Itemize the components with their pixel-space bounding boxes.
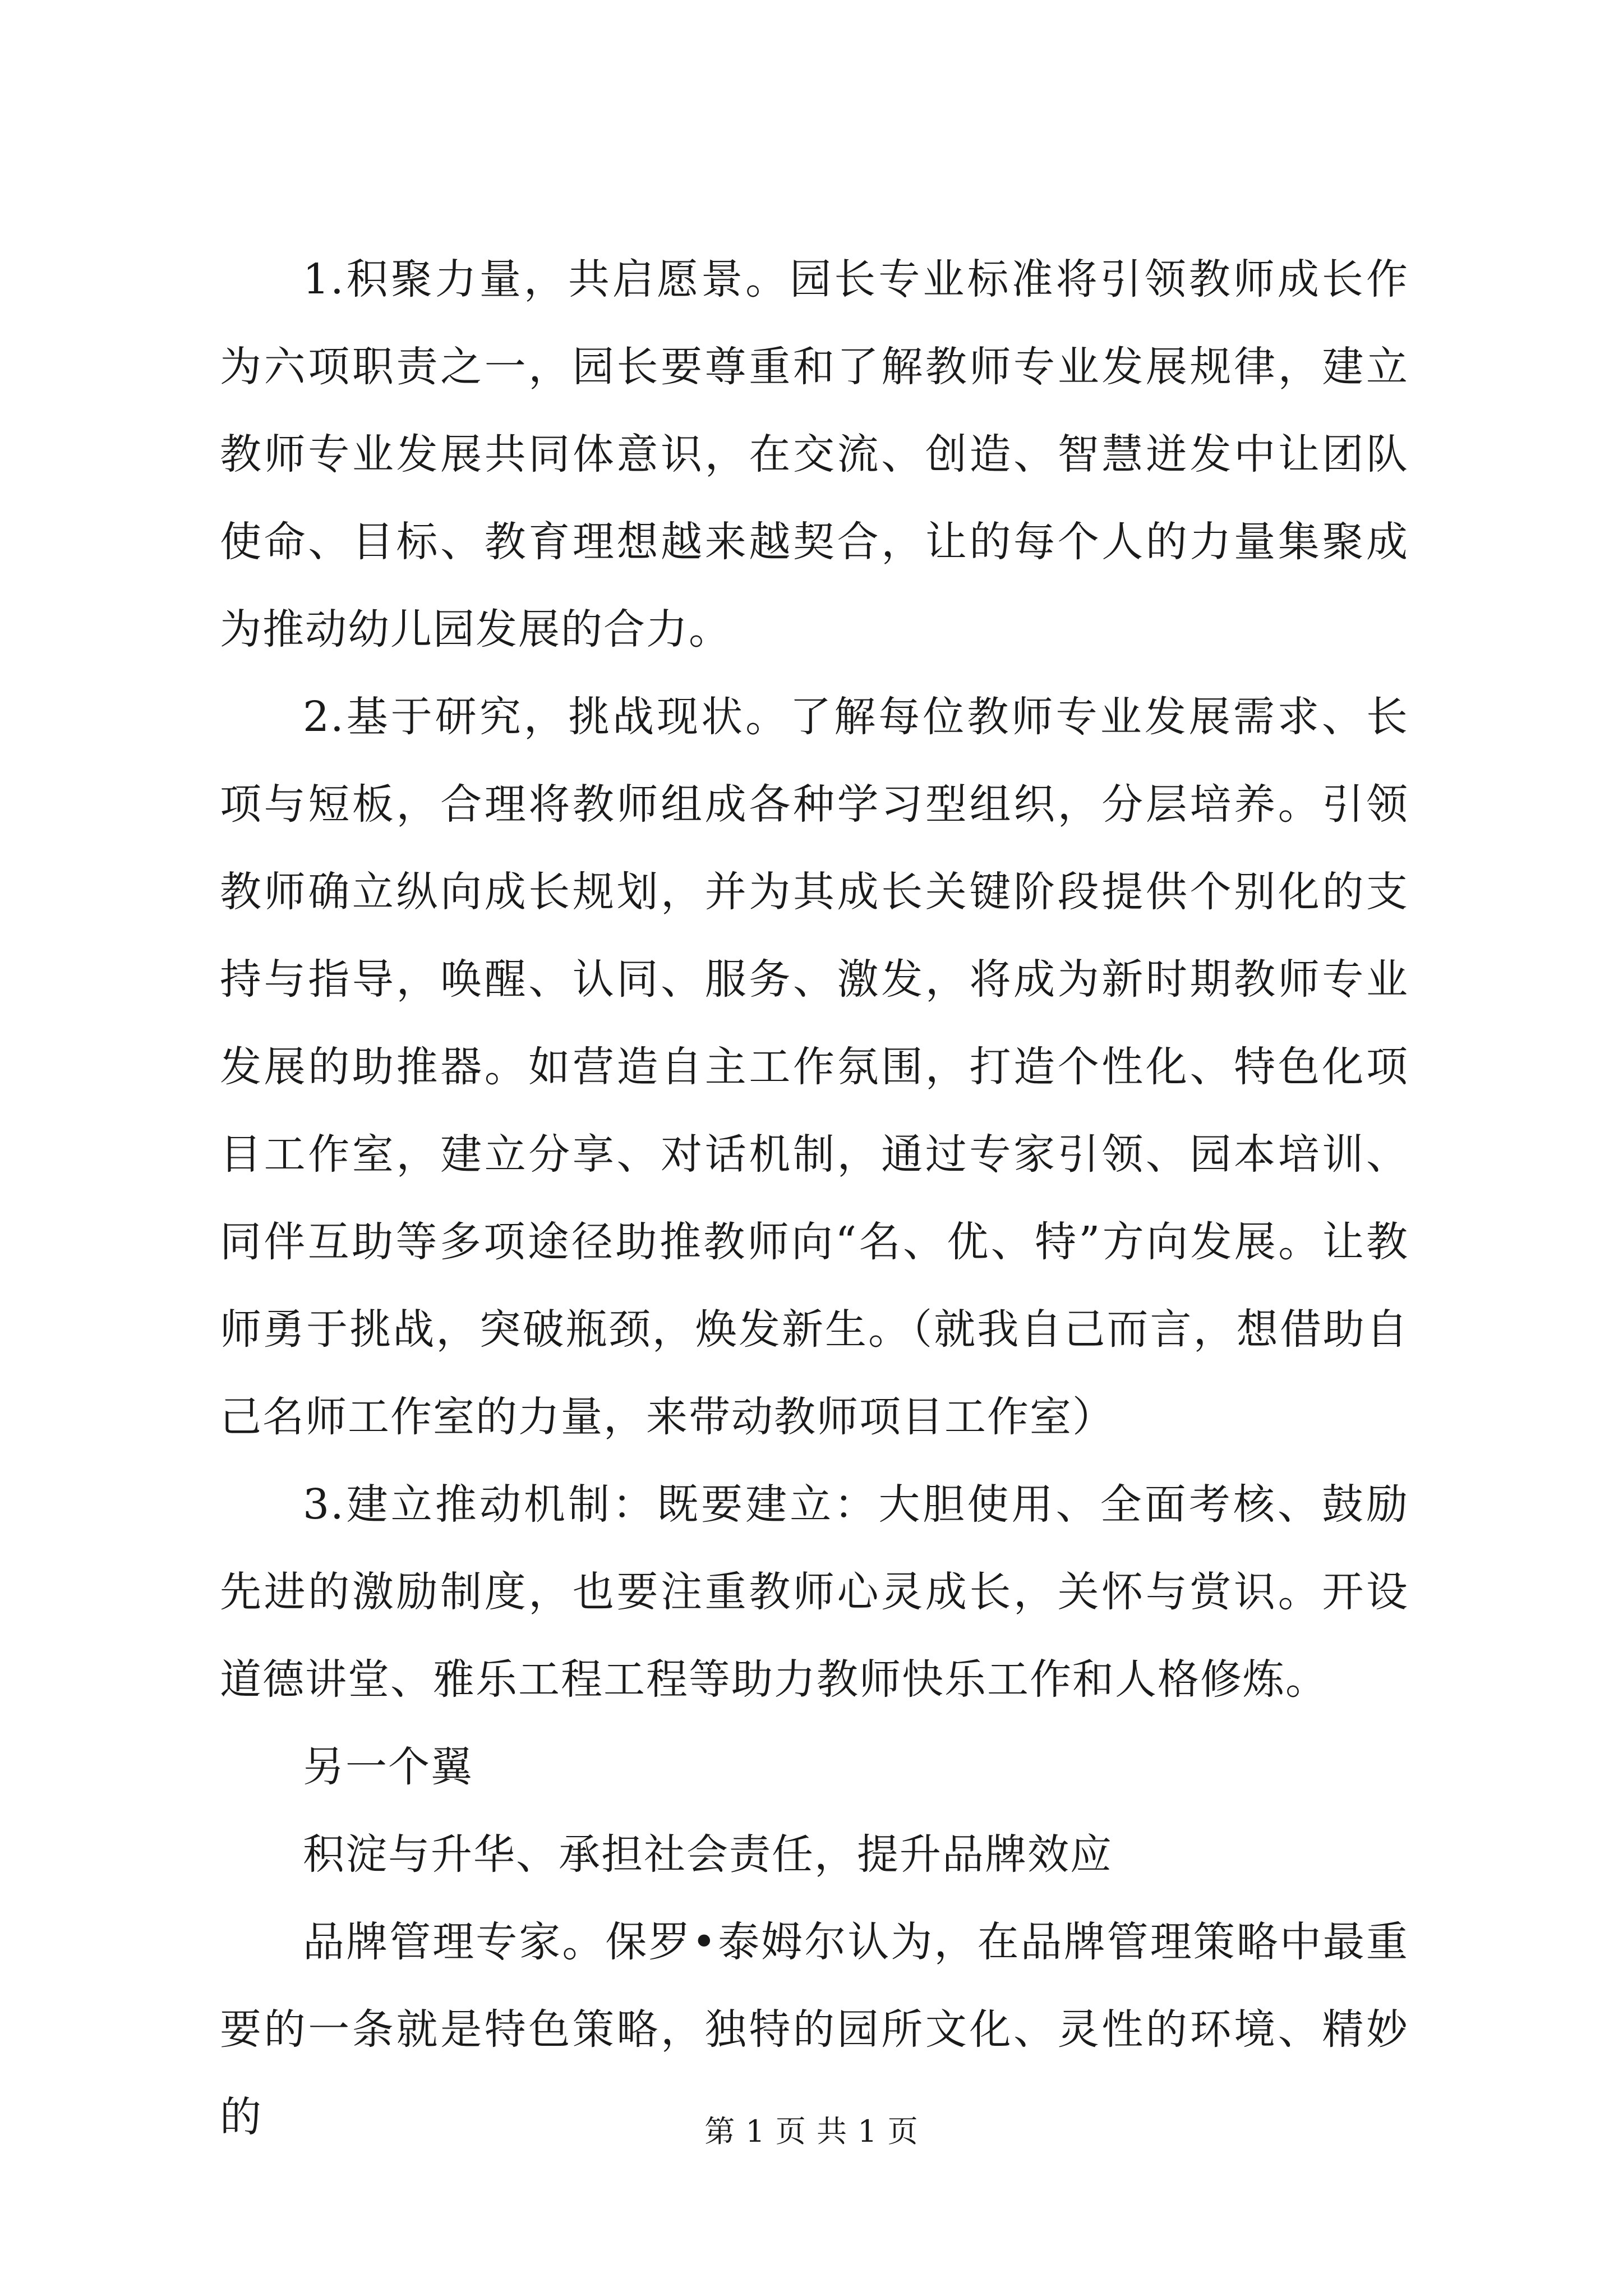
paragraph-3: 3.建立推动机制：既要建立：大胆使用、全面考核、鼓励先进的激励制度，也要注重教师心灵成长，关怀与赏识。开设道德讲堂、雅乐工程工程等助力教师快乐工作和人格修炼。 <box>220 1480 1409 1704</box>
paragraph-2: 2.基于研究，挑战现状。了解每位教师专业发展需求、长项与短板，合理将教师组成各种学习型组织，分层培养。引领教师确立纵向成长规划，并为其成长关键阶段提供个别化的支持与指导，唤醒、认同、服务、激发，将成为新时期教师专业发展的助推器。如营造自主工作氛围，打造个性化、特色化项目工作室，建立分享、对话机制，通过专家引领、园本培训、同伴互助等多项途径助推教师向“名、优、特”方向发展。让教师勇于挑战，突破瓶颈，焕发新生。（就我自己而言，想借助自己名师工作室的力量，来带动教师项目工作室） <box>220 693 1409 1441</box>
paragraph-4: 品牌管理专家。保罗•泰姆尔认为，在品牌管理策略中最重要的一条就是特色策略，独特的园所文化、灵性的环境、精妙的 <box>220 1918 1409 2141</box>
section-subheading: 积淀与升华、承担社会责任，提升品牌效应 <box>303 1830 1113 1879</box>
document-body <box>220 236 1409 2161</box>
page-footer: 第 1 页 共 1 页 <box>704 2114 919 2149</box>
section-heading: 另一个翼 <box>303 1743 473 1791</box>
paragraph-1: 1.积聚力量，共启愿景。园长专业标准将引领教师成长作为六项职责之一，园长要尊重和了解教师专业发展规律，建立教师专业发展共同体意识，在交流、创造、智慧迸发中让团队使命、目标、教育理想越来越契合，让的每个人的力量集聚成为推动幼儿园发展的合力。 <box>220 255 1409 654</box>
